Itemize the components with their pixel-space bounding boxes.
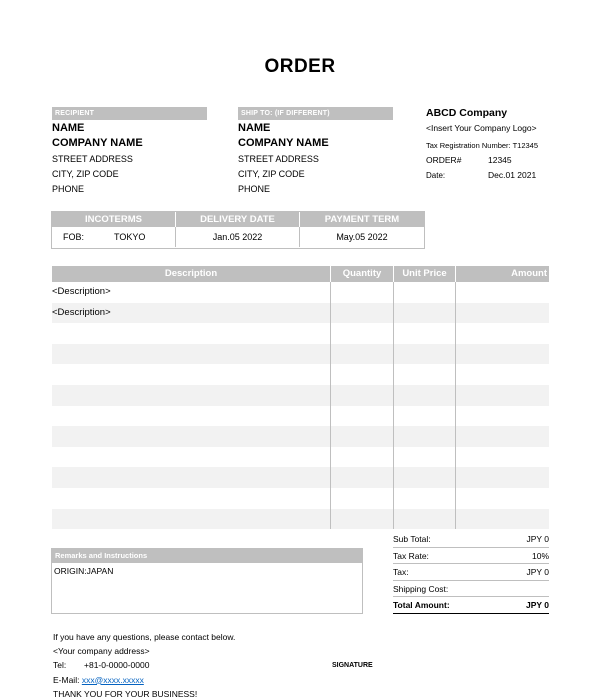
recipient-block: [52, 107, 207, 197]
amount-cell: [456, 488, 549, 509]
remarks-header: Remarks and Instructions: [52, 549, 362, 563]
company-address: <Your company address>: [53, 646, 150, 657]
tax-registration: Tax Registration Number: T12345: [426, 141, 539, 150]
total-amount-label: Total Amount:: [393, 600, 450, 611]
recipient-city: CITY, ZIP CODE: [52, 168, 119, 179]
signature-label: SIGNATURE: [332, 662, 373, 669]
description-cell: <Description>: [52, 303, 331, 324]
description-cell: [52, 323, 331, 344]
remarks-box: [51, 548, 363, 614]
description-column-header: Description: [52, 266, 331, 282]
shipping-label: Shipping Cost:: [393, 583, 449, 594]
date-label: Date:: [426, 171, 446, 180]
company-name: ABCD Company: [426, 107, 508, 119]
company-info: [426, 107, 586, 183]
date-value: Dec.01 2021: [488, 170, 537, 180]
unit-price-cell: [394, 406, 456, 427]
logo-placeholder: <Insert Your Company Logo>: [426, 123, 537, 133]
unit-price-cell: [394, 488, 456, 509]
amount-cell: [456, 364, 549, 385]
tax-rate-label: Tax Rate:: [393, 550, 429, 561]
table-row: [52, 385, 549, 406]
unit-price-cell: [394, 426, 456, 447]
quantity-cell: [331, 488, 394, 509]
amount-cell: [456, 385, 549, 406]
payment-term-header: PAYMENT TERM: [324, 214, 400, 225]
quantity-cell: [331, 426, 394, 447]
payment-term-value: May.05 2022: [336, 232, 388, 242]
description-cell: [52, 447, 331, 468]
quantity-cell: [331, 282, 394, 303]
tel-value: +81-0-0000-0000: [84, 660, 150, 671]
subtotal-value: JPY 0: [526, 534, 549, 544]
table-row: [52, 303, 549, 324]
table-row: [52, 406, 549, 427]
table-row: [52, 488, 549, 509]
quantity-cell: [331, 447, 394, 468]
table-row: [52, 509, 549, 530]
table-row: [52, 364, 549, 385]
ship-to-street: STREET ADDRESS: [238, 153, 319, 164]
unit-price-cell: [394, 467, 456, 488]
remarks-text: ORIGIN:JAPAN: [54, 566, 114, 576]
table-row: [52, 282, 549, 303]
amount-cell: [456, 282, 549, 303]
tel-label: Tel:: [53, 660, 67, 671]
table-row: [52, 447, 549, 468]
items-table: [52, 266, 549, 529]
unit-price-cell: [394, 323, 456, 344]
incoterm-code: FOB:: [63, 232, 85, 242]
table-row: [52, 344, 549, 365]
amount-cell: [456, 426, 549, 447]
quantity-cell: [331, 385, 394, 406]
email-label: E-Mail:: [53, 674, 80, 685]
amount-cell: [456, 323, 549, 344]
amount-cell: [456, 303, 549, 324]
ship-to-city: CITY, ZIP CODE: [238, 168, 305, 179]
unit-price-cell: [394, 282, 456, 303]
unit-price-cell: [394, 385, 456, 406]
description-cell: [52, 406, 331, 427]
page-title: ORDER: [264, 56, 336, 77]
recipient-name: NAME: [52, 122, 85, 134]
delivery-date-value: Jan.05 2022: [176, 227, 300, 247]
ship-to-header: SHIP TO: (IF DIFFERENT): [238, 107, 393, 120]
ship-to-company: COMPANY NAME: [238, 137, 329, 150]
order-number-label: ORDER#: [426, 155, 462, 165]
unit-price-cell: [394, 509, 456, 530]
quantity-cell: [331, 406, 394, 427]
quantity-cell: [331, 303, 394, 324]
amount-cell: [456, 447, 549, 468]
recipient-phone: PHONE: [52, 184, 85, 195]
incoterm-place: TOKYO: [114, 232, 146, 242]
description-cell: <Description>: [52, 282, 331, 303]
description-cell: [52, 385, 331, 406]
quantity-cell: [331, 364, 394, 385]
ship-to-phone: PHONE: [238, 184, 271, 195]
unit-price-cell: [394, 303, 456, 324]
delivery-date-header: DELIVERY DATE: [176, 212, 300, 227]
table-row: [52, 323, 549, 344]
incoterms-cell: [52, 227, 176, 247]
description-cell: [52, 467, 331, 488]
table-row: [52, 426, 549, 447]
total-amount-value: JPY 0: [525, 600, 549, 611]
email-link[interactable]: xxx@xxxx.xxxxx: [81, 674, 144, 685]
items-body: [52, 282, 549, 529]
quantity-cell: [331, 467, 394, 488]
description-cell: [52, 509, 331, 530]
tax-value: JPY 0: [526, 567, 549, 578]
quantity-cell: [331, 509, 394, 530]
description-cell: [52, 426, 331, 447]
table-row: [52, 467, 549, 488]
recipient-street: STREET ADDRESS: [52, 153, 133, 164]
quantity-cell: [331, 323, 394, 344]
description-cell: [52, 364, 331, 385]
contact-line: If you have any questions, please contact below.: [53, 632, 236, 642]
ship-to-name: NAME: [238, 122, 271, 134]
amount-cell: [456, 467, 549, 488]
amount-cell: [456, 509, 549, 530]
amount-cell: [456, 344, 549, 365]
thanks-line: THANK YOU FOR YOUR BUSINESS!: [53, 688, 198, 699]
unit-price-cell: [394, 364, 456, 385]
description-cell: [52, 344, 331, 365]
footer-contact: [53, 630, 373, 700]
order-number-value: 12345: [488, 155, 512, 165]
unit-price-cell: [394, 447, 456, 468]
ship-to-block: [238, 107, 393, 197]
recipient-company: COMPANY NAME: [52, 137, 143, 150]
description-cell: [52, 488, 331, 509]
recipient-header: RECIPIENT: [52, 107, 207, 120]
totals-block: [393, 531, 549, 614]
quantity-cell: [331, 344, 394, 365]
incoterms-header: INCOTERMS: [52, 212, 176, 227]
subtotal-label: Sub Total:: [393, 534, 431, 544]
tax-label: Tax:: [393, 567, 409, 578]
tax-rate-value: 10%: [531, 550, 549, 561]
amount-cell: [456, 406, 549, 427]
amount-column-header: Amount: [511, 268, 547, 279]
terms-table: [51, 211, 425, 249]
unit-price-column-header: Unit Price: [394, 266, 456, 282]
unit-price-cell: [394, 344, 456, 365]
quantity-column-header: Quantity: [331, 266, 394, 282]
